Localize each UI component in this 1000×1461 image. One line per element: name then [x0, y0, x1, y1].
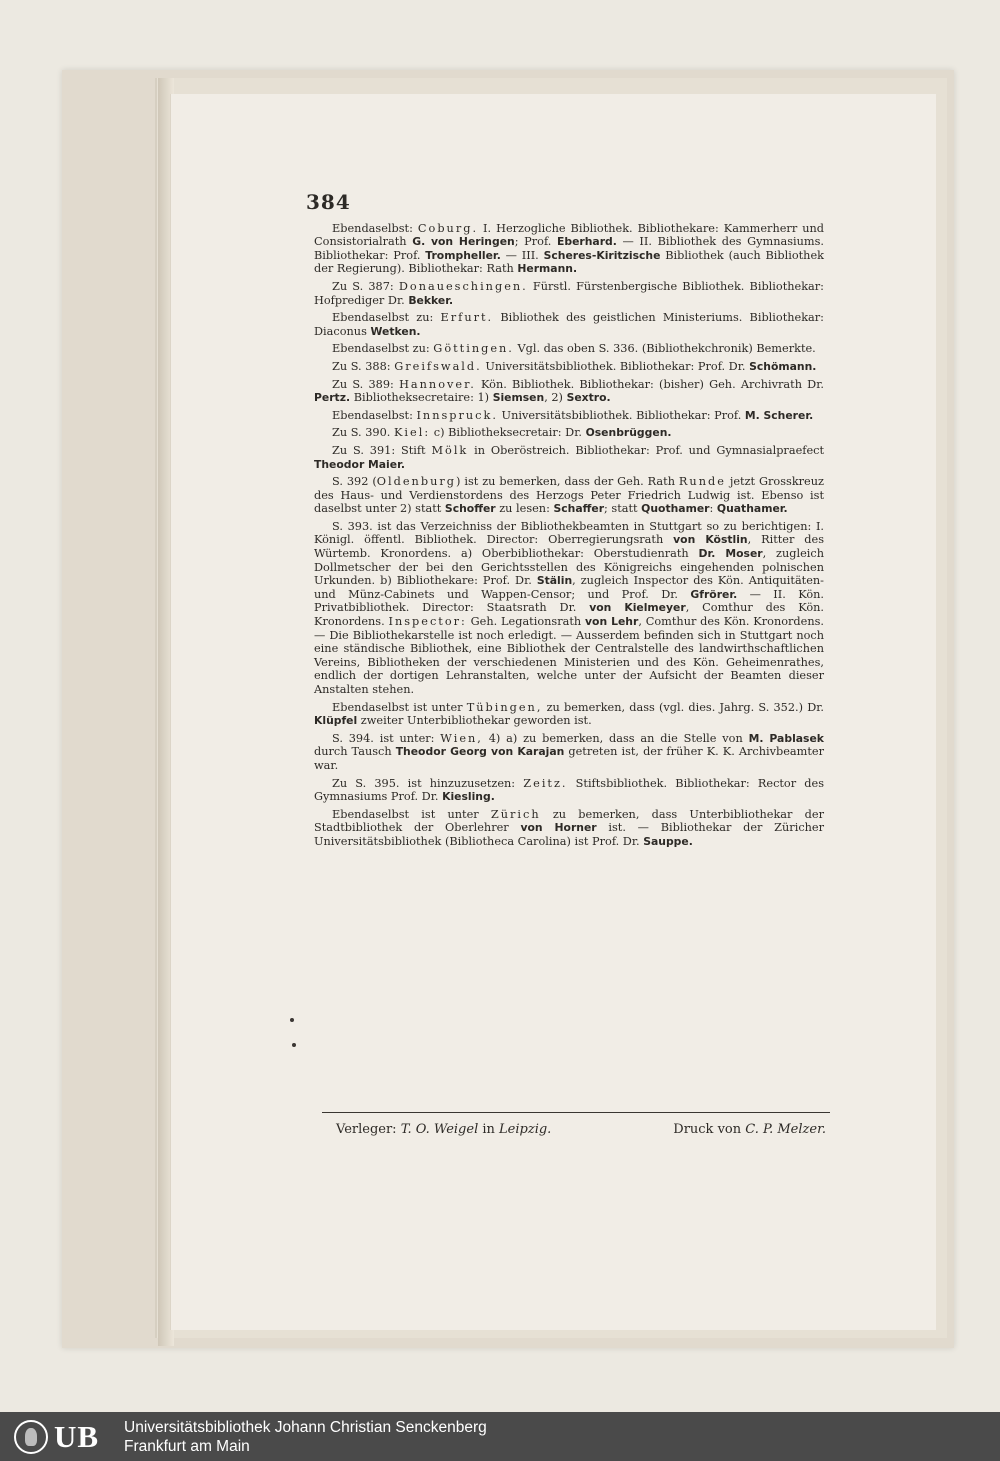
publisher-name: T. O. Weigel: [400, 1122, 479, 1137]
text-run: I. Herzogliche Bibliothek. Bibliothekare: Kammerherr und Consistorialrath: [314, 221, 824, 249]
institution-line-1: Universitätsbibliothek Johann Christian Senckenberg: [124, 1419, 487, 1436]
text-run: Bibliotheksecretaire: 1): [350, 391, 493, 405]
text-run: Kön. Bibliothek. Bibliothekar: (bisher) Geh. Archivrath Dr.: [475, 377, 824, 391]
paragraph: [314, 409, 824, 423]
paragraph: [314, 520, 824, 697]
place-name: Inspector:: [388, 615, 467, 629]
bold-name: Bekker.: [408, 293, 454, 307]
bold-name: Wetken.: [370, 324, 421, 338]
text-run: Stiftsbibliothek. Bibliothekar: Rector des Gymnasiums Prof. Dr.: [314, 776, 825, 804]
text-run: Vgl. das oben S. 336. (Bibliothekchronik) Bemerkte.: [513, 342, 816, 356]
printer-name: C. P. Melzer.: [745, 1122, 826, 1137]
text-run: zu bemerken, dass (vgl. dies. Jahrg. S. 352.) Dr.: [542, 700, 824, 714]
bold-name: Osenbrüggen.: [585, 426, 672, 440]
text-run: S. 393. ist das Verzeichniss der Bibliothekbeamten in Stuttgart so zu berichtigen: I. Königl. öffentl. Bibliothek. Director: Oberregierungsrath: [314, 519, 824, 547]
text-run: Zu S. 389:: [332, 377, 400, 391]
paragraph: [314, 732, 824, 773]
text-run: zweiter Unterbibliothekar geworden ist.: [357, 714, 592, 728]
bold-name: Quathamer.: [716, 502, 788, 516]
text-run: 4) a) zu bemerken, dass an die Stelle von: [482, 731, 749, 745]
bold-name: Quothamer: [641, 502, 710, 516]
text-run: durch Tausch: [314, 745, 396, 759]
bold-name: Theodor Maier.: [314, 457, 405, 471]
paragraph: [314, 360, 824, 374]
text-run: Ebendaselbst ist unter: [332, 700, 467, 714]
bold-name: Stälin: [536, 574, 573, 588]
text-run: zu bemerken, dass Unterbibliothekar der Stadtbibliothek der Oberlehrer: [314, 807, 824, 835]
paragraph: [314, 280, 824, 307]
paragraph: [314, 475, 824, 516]
text-run: ist. — Bibliothekar der Züricher Universitätsbibliothek (Bibliotheca Carolina) ist Prof. Dr.: [314, 821, 825, 848]
bold-name: Schaffer: [553, 502, 605, 516]
place-name: Göttingen.: [433, 342, 514, 356]
place-name: Hannover.: [399, 377, 476, 391]
paragraph: [314, 311, 824, 338]
place-name: Innspruck.: [416, 408, 498, 422]
text-run: Zu S. 395. ist hinzuzusetzen:: [332, 776, 524, 790]
institution-name: [124, 1418, 487, 1456]
paragraph: [314, 222, 824, 276]
paragraph: [314, 777, 824, 804]
text-run: — III.: [500, 248, 544, 262]
text-run: Zu S. 388:: [332, 359, 395, 373]
text-run: Ebendaselbst zu:: [332, 342, 434, 356]
place-name: Zeitz.: [523, 776, 568, 790]
text-run: Bibliothek des geistlichen Ministeriums. Bibliothekar: Diaconus: [314, 311, 824, 338]
place-name: Donaueschingen.: [398, 279, 528, 293]
place-name: Oldenburg: [376, 475, 456, 489]
publisher-place-prep: in: [482, 1122, 495, 1137]
bold-name: Pertz.: [314, 391, 351, 405]
place-name: Zürich: [490, 807, 541, 821]
paragraph: [314, 701, 824, 728]
imprint-rule: [322, 1112, 830, 1113]
text-run: Ebendaselbst zu:: [332, 311, 441, 325]
text-run: , 2): [544, 391, 567, 405]
text-run: , Comthur des Kön. Kronordens.: [314, 601, 825, 629]
ink-spot: [292, 1043, 296, 1047]
bold-name: Hermann.: [517, 262, 578, 276]
text-run: Universitätsbibliothek. Bibliothekar: Prof.: [497, 408, 745, 422]
printer: [673, 1122, 826, 1137]
bold-name: Dr. Moser: [698, 547, 763, 561]
bold-name: Siemsen: [492, 391, 545, 405]
text-run: , Comthur des Kön. Kronordens. — Die Bibliothekarstelle ist noch erledigt. — Ausserdem befinden sich in Stuttgart noch eine ständische Bibliothek, eine Bibliothek der Centralstelle des landwirthschaftlichen Vereins, Bibliotheken der verschiedenen Ministerien und des Kön. Geheimenrathes, endlich der dortigen Lehranstalten, welche unter der Aufsicht der Beamten dieser Anstalten stehen.: [314, 615, 825, 696]
text-run: Ebendaselbst:: [332, 221, 418, 235]
text-run: Ebendaselbst:: [332, 408, 417, 422]
text-run: c) Bibliotheksecretair: Dr.: [430, 426, 586, 440]
text-run: S. 394. ist unter:: [332, 731, 441, 745]
bold-name: Sauppe.: [643, 834, 693, 848]
ub-logo[interactable]: [14, 1419, 116, 1455]
text-run: zu lesen:: [495, 502, 554, 516]
text-run: Zu S. 387:: [332, 279, 399, 293]
bold-name: Klüpfel: [314, 714, 358, 728]
paragraph: [314, 426, 824, 440]
text-run: — II. Kön. Privatbibliothek. Director: Staatsrath Dr.: [314, 587, 825, 615]
printed-page: [306, 190, 825, 853]
imprint: [336, 1122, 826, 1137]
logo-text: UB: [54, 1419, 100, 1454]
paragraph: [314, 342, 824, 356]
text-run: ; statt: [604, 502, 642, 516]
text-run: Geh. Legationsrath: [466, 615, 585, 629]
bold-name: Sextro.: [566, 391, 611, 405]
place-name: Tübingen,: [466, 700, 543, 714]
text-run: Zu S. 391: Stift: [332, 443, 432, 457]
paragraph: [314, 808, 824, 849]
text-run: getreten ist, der früher K. K. Archivbeamter war.: [314, 745, 825, 772]
paragraph: [314, 444, 824, 471]
text-run: jetzt Grosskreuz des Haus- und Verdienstordens des Herzogs Peter Friedrich Ludwig ist. Ebenso ist daselbst unter 2) statt: [314, 475, 824, 516]
seal-icon: [14, 1420, 48, 1454]
text-run: Fürstl. Fürstenbergische Bibliothek. Bibliothekar: Hofprediger Dr.: [314, 279, 824, 307]
place-name: Greifswald.: [394, 359, 482, 373]
bold-name: von Horner: [520, 821, 597, 835]
bold-name: G. von Heringen: [412, 235, 515, 249]
place-name: Erfurt.: [440, 311, 494, 325]
bold-name: Trompheller.: [425, 248, 501, 262]
bold-name: von Kielmeyer: [589, 601, 686, 615]
ink-spot: [290, 1018, 294, 1022]
text-run: , zugleich Inspector des Kön. Antiquitäten- und Münz-Cabinets und Wappen-Censor; und Prof. Dr.: [314, 574, 824, 601]
text-run: , Ritter des Würtemb. Kronordens. a) Oberbibliothekar: Oberstudienrath: [314, 533, 825, 561]
page-text: [314, 222, 824, 849]
place-name: Wien,: [440, 731, 483, 745]
text-run: S. 392 (: [332, 475, 377, 489]
bold-name: Scheres-Kiritzische: [543, 248, 661, 262]
page-number: 384: [306, 190, 351, 214]
text-run: Ebendaselbst ist unter: [332, 807, 491, 821]
text-run: Zu S. 390.: [332, 426, 394, 440]
publisher-label: Verleger:: [336, 1122, 397, 1137]
text-run: in Oberöstreich. Bibliothekar: Prof. und Gymnasialpraefect: [468, 443, 824, 457]
text-run: Universitätsbibliothek. Bibliothekar: Prof. Dr.: [481, 359, 750, 373]
footer-bar: [0, 1412, 1000, 1461]
printer-label: Druck von: [673, 1122, 742, 1137]
bold-name: Gfrörer.: [690, 587, 738, 601]
place-name: Kiel:: [393, 426, 431, 440]
text-run: — II. Bibliothek des Gymnasiums. Bibliothekar: Prof.: [314, 235, 824, 262]
bold-name: von Köstlin: [673, 533, 748, 547]
place-name: Mölk: [431, 443, 469, 457]
bold-name: von Lehr: [584, 615, 639, 629]
text-run: , zugleich Dollmetscher der bei den Gerichtsstellen des Königreichs eingehenden polnischen Urkunden. b) Bibliothekare: Prof. Dr.: [314, 547, 825, 588]
text-run: :: [709, 502, 717, 516]
institution-line-2: Frankfurt am Main: [124, 1438, 250, 1455]
bold-name: Theodor Georg von Karajan: [395, 745, 565, 759]
text-run: ) ist zu bemerken, dass der Geh. Rath: [455, 475, 679, 489]
bold-name: Schoffer: [444, 502, 496, 516]
text-run: Bibliothek (auch Bibliothek der Regierung). Bibliothekar: Rath: [314, 248, 824, 276]
bold-name: M. Scherer.: [744, 408, 814, 422]
place-name: Runde: [678, 475, 726, 489]
bold-name: Schömann.: [749, 359, 817, 373]
paragraph: [314, 378, 824, 405]
place-name: Coburg.: [417, 221, 479, 235]
bold-name: Eberhard.: [556, 235, 617, 249]
bold-name: M. Pablasek: [748, 731, 824, 745]
publisher: [336, 1122, 551, 1137]
bold-name: Kiesling.: [442, 790, 495, 804]
publisher-place: Leipzig.: [499, 1122, 552, 1137]
text-run: ; Prof.: [514, 235, 557, 249]
